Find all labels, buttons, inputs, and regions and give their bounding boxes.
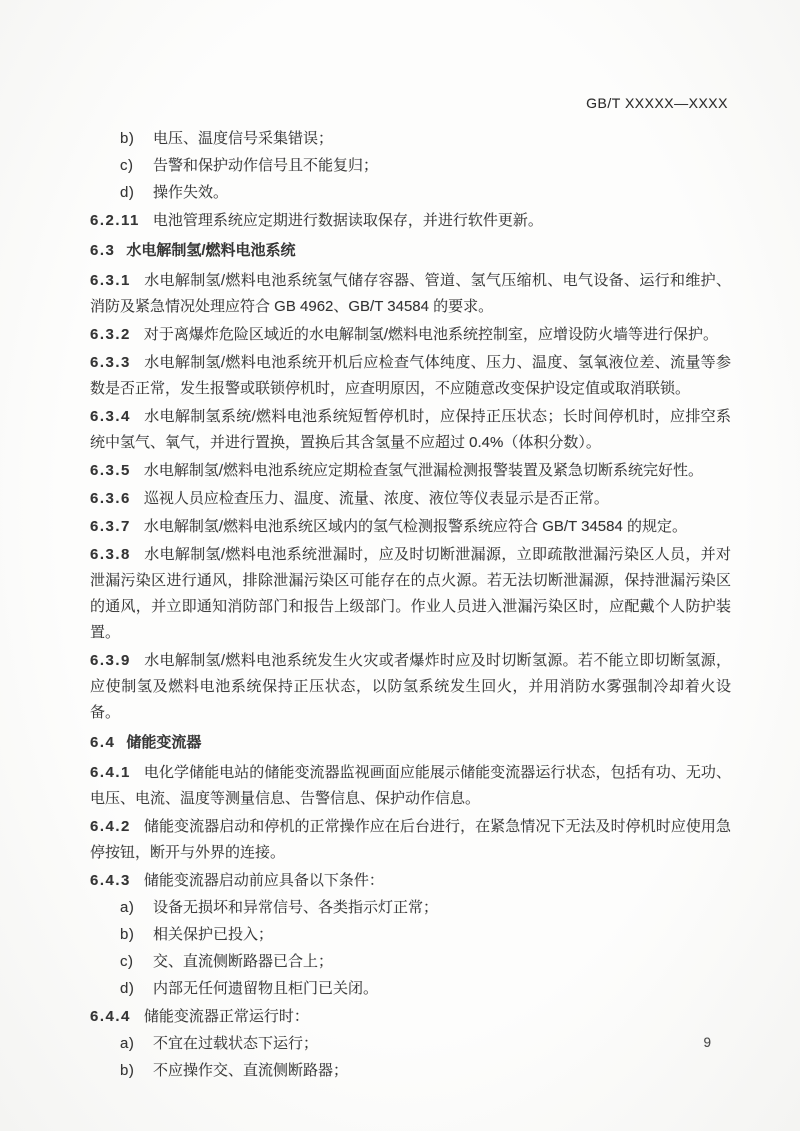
clause-text: 储能变流器启动前应具备以下条件： (143, 872, 384, 889)
list-item-marker: b) (120, 926, 135, 943)
clause-text: 储能变流器启动和停机的正常操作应在后台进行，在紧急情况下无法及时停机时应使用急停按钮，断开与外界的连接。 (90, 818, 731, 861)
clause (90, 814, 731, 866)
page-number: 9 (703, 1035, 711, 1050)
clause-number: 6.3.2 (90, 326, 131, 343)
clause-text: 对于离爆炸危险区域近的水电解制氢/燃料电池系统控制室，应增设防火墙等进行保护。 (143, 326, 719, 343)
clause (90, 542, 731, 646)
clause (90, 268, 731, 320)
list-item-text: 相关保护已投入； (153, 926, 274, 943)
clause-number: 6.3.7 (90, 518, 131, 535)
clause-text: 水电解制氢/燃料电池系统氢气储存容器、管道、氢气压缩机、电气设备、运行和维护、消防及紧急情况处理应符合 GB 4962、GB/T 34584 的要求。 (90, 272, 731, 315)
list-item-marker: c) (120, 953, 134, 970)
item-list (90, 127, 731, 205)
item-list (90, 1032, 731, 1083)
clause-number: 6.4.3 (90, 872, 131, 889)
clause-number: 6.3.1 (90, 272, 131, 289)
clause (90, 648, 731, 726)
clause-text: 巡视人员应检查压力、温度、流量、浓度、液位等仪表显示是否正常。 (143, 490, 609, 507)
list-item-marker: d) (120, 184, 135, 201)
list-item (120, 950, 731, 974)
clause-text: 储能变流器正常运行时： (143, 1008, 309, 1025)
section-title: 储能变流器 (126, 734, 202, 751)
list-item-marker: c) (120, 157, 134, 174)
list-item-text: 内部无任何遗留物且柜门已关闭。 (153, 980, 379, 997)
clause-text: 电池管理系统应定期进行数据读取保存，并进行软件更新。 (152, 212, 543, 229)
clause (90, 458, 731, 484)
clause-number: 6.2.11 (90, 212, 140, 229)
clause-text: 水电解制氢/燃料电池系统开机后应检查气体纯度、压力、温度、氢氧液位差、流量等参数是否正常，发生报警或联锁停机时，应查明原因，不应随意改变保护设定值或取消联锁。 (90, 354, 731, 397)
list-item-text: 不应操作交、直流侧断路器； (153, 1062, 349, 1079)
document-content (90, 127, 731, 1086)
clause (90, 486, 731, 512)
clause-number: 6.4.2 (90, 818, 131, 835)
list-item-text: 设备无损坏和异常信号、各类指示灯正常； (153, 899, 439, 916)
clause-number: 6.3.4 (90, 408, 131, 425)
list-item (120, 181, 731, 205)
clause (90, 208, 731, 234)
clause-text: 电化学储能电站的储能变流器监视画面应能展示储能变流器运行状态，包括有功、无功、电压、电流、温度等测量信息、告警信息、保护动作信息。 (90, 764, 731, 807)
list-item (120, 154, 731, 178)
list-item-marker: d) (120, 980, 135, 997)
clause (90, 514, 731, 540)
clause (90, 404, 731, 456)
clause-number: 6.3.6 (90, 490, 131, 507)
section-number: 6.4 (90, 734, 116, 751)
clause-number: 6.4.4 (90, 1008, 131, 1025)
clause-text: 水电解制氢/燃料电池系统发生火灾或者爆炸时应及时切断氢源。若不能立即切断氢源，应使制氢及燃料电池系统保持正压状态，以防氢系统发生回火，并用消防水雾强制冷却着火设备。 (90, 652, 731, 721)
clause-number: 6.4.1 (90, 764, 131, 781)
list-item-text: 交、直流侧断路器已合上； (153, 953, 334, 970)
clause-number: 6.3.9 (90, 652, 131, 669)
list-item (120, 1032, 731, 1056)
clause-text: 水电解制氢/燃料电池系统应定期检查氢气泄漏检测报警装置及紧急切断系统完好性。 (143, 462, 704, 479)
list-item (120, 923, 731, 947)
list-item-text: 操作失效。 (153, 184, 229, 201)
list-item-text: 电压、温度信号采集错误； (153, 130, 334, 147)
list-item-marker: b) (120, 130, 135, 147)
clause (90, 1004, 731, 1030)
section-number: 6.3 (90, 242, 116, 259)
list-item-text: 不宜在过载状态下运行； (153, 1035, 319, 1052)
clause (90, 760, 731, 812)
section-title: 水电解制氢/燃料电池系统 (126, 242, 296, 259)
list-item (120, 1059, 731, 1083)
section-heading (90, 730, 731, 756)
clause-number: 6.3.8 (90, 546, 131, 563)
clause (90, 868, 731, 894)
section-heading (90, 238, 731, 264)
clause-text: 水电解制氢/燃料电池系统区域内的氢气检测报警系统应符合 GB/T 34584 的规定。 (143, 518, 687, 535)
clause (90, 350, 731, 402)
doc-code-header: GB/T XXXXX—XXXX (586, 95, 728, 111)
item-list (90, 896, 731, 1001)
list-item-marker: a) (120, 1035, 135, 1052)
clause (90, 322, 731, 348)
clause-text: 水电解制氢/燃料电池系统泄漏时，应及时切断泄漏源，立即疏散泄漏污染区人员，并对泄漏污染区进行通风，排除泄漏污染区可能存在的点火源。若无法切断泄漏源，保持泄漏污染区的通风，并立即通知消防部门和报告上级部门。作业人员进入泄漏污染区时，应配戴个人防护装置。 (90, 546, 731, 641)
list-item-marker: b) (120, 1062, 135, 1079)
clause-number: 6.3.5 (90, 462, 131, 479)
list-item (120, 977, 731, 1001)
clause-text: 水电解制氢系统/燃料电池系统短暂停机时，应保持正压状态；长时间停机时，应排空系统中氢气、氧气，并进行置换，置换后其含氢量不应超过 0.4%（体积分数）。 (90, 408, 731, 451)
list-item (120, 127, 731, 151)
list-item-text: 告警和保护动作信号且不能复归； (153, 157, 379, 174)
clause-number: 6.3.3 (90, 354, 131, 371)
list-item-marker: a) (120, 899, 135, 916)
list-item (120, 896, 731, 920)
